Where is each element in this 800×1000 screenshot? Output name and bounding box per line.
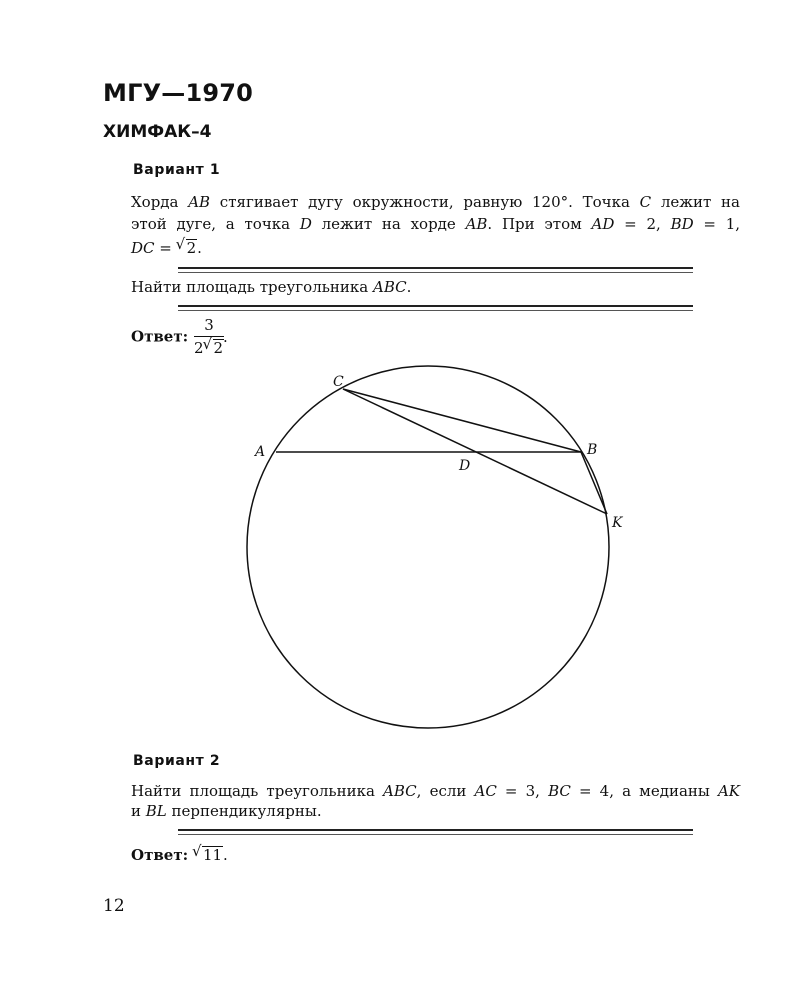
variant2-answer: Ответ: √ 11.: [131, 842, 228, 864]
label-a: A: [255, 444, 266, 460]
variant1-line1: Хорда AB стягивает дугу окружности, равную 120°. Точка C лежит на: [131, 193, 740, 211]
variant1-line2: этой дуге, а точка D лежит на хорде AB. При этом AD = 2, BD = 1,: [131, 215, 741, 233]
page-title: МГУ—1970: [103, 79, 254, 107]
variant1-heading: Вариант 1: [133, 162, 221, 178]
answer-label: Ответ:: [131, 327, 189, 346]
variant1-answer: Ответ: 3 2 √ 2 .: [131, 316, 228, 357]
variant2-heading: Вариант 2: [133, 753, 221, 769]
answer-fraction: 3 2 √ 2: [193, 316, 224, 357]
label-c: C: [333, 374, 344, 390]
label-k: K: [612, 515, 623, 531]
sqrt-expression: √ 11: [191, 842, 223, 864]
page-number: 12: [103, 896, 125, 916]
segment-bk: [581, 452, 607, 514]
label-d: D: [459, 458, 471, 474]
label-b: B: [587, 442, 598, 458]
circle: [247, 366, 609, 728]
answer-label: Ответ:: [131, 846, 189, 864]
divider: [178, 829, 693, 835]
segment-cb: [343, 389, 581, 452]
variant1-line3: DC = √ 2.: [131, 236, 202, 260]
variant2-line2: и BL перпендикулярны.: [131, 802, 322, 820]
section-title: ХИМФАК–4: [103, 122, 212, 142]
variant1-question: Найти площадь треугольника ABC.: [131, 278, 412, 296]
variant2-line1: Найти площадь треугольника ABC, если AC = 3, BC = 4, а медианы AK: [131, 782, 741, 800]
sqrt-expression: √ 2: [175, 235, 197, 257]
